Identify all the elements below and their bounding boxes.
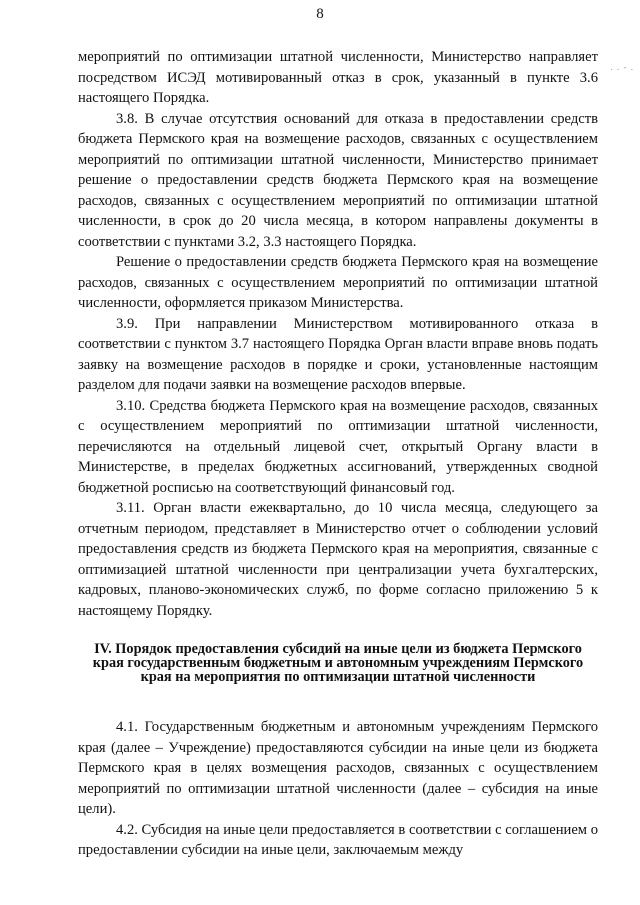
section-heading-iv: IV. Порядок предоставления субсидий на иные цели из бюджета Пермского края государственным бюджетным и автономным учреждениям Пермского края на мероприятия по оптимизации штатной численности — [92, 641, 584, 685]
paragraph-decision: Решение о предоставлении средств бюджета Пермского края на возмещение расходов, связанных с осуществлением мероприятий по оптимизации штатной численности, оформляется приказом Министерства. — [78, 254, 598, 311]
paragraph-3-11: 3.11. Орган власти ежеквартально, до 10 числа месяца, следующего за отчетным периодом, представляет в Министерство отчет о соблюдении условий предоставления средств из бюджета Пермского края на мероприятия, связанные с оптимизацией штатной численности при централизации учета бухгалтерских, кадровых, планово-экономических служб, по форме согласно приложению 5 к настоящему Порядку. — [78, 500, 598, 619]
scan-artifact: . . - . — [610, 62, 634, 72]
paragraph-3-10: 3.10. Средства бюджета Пермского края на возмещение расходов, связанных с осуществлением мероприятий по оптимизации штатной численности, перечисляются на отдельный лицевой счет, открытый Органу власти в Министерстве, в пределах бюджетных ассигнований, утвержденных сводной бюджетной росписью на соответствующий финансовый год. — [78, 397, 598, 496]
document-body — [78, 47, 598, 861]
paragraph-3-9: 3.9. При направлении Министерством мотивированного отказа в соответствии с пунктом 3.7 настоящего Порядка Орган власти вправе вновь подать заявку на возмещение расходов в порядке и сроки, установленные настоящим разделом для подачи заявки на возмещение расходов впервые. — [78, 315, 598, 393]
paragraph-continuation: мероприятий по оптимизации штатной численности, Министерство направляет посредством ИСЭД мотивированный отказ в срок, указанный в пункте 3.6 настоящего Порядка. — [78, 49, 598, 106]
paragraph-3-8: 3.8. В случае отсутствия оснований для отказа в предоставлении средств бюджета Пермского края на возмещение расходов, связанных с осуществлением мероприятий по оптимизации штатной численности, Министерство принимает решение о предоставлении средств бюджета Пермского края на возмещение расходов, связанных с осуществлением мероприятий по оптимизации штатной численности, в срок до 20 числа месяца, в котором направлены документы в соответствии с пунктами 3.2, 3.3 настоящего Порядка. — [78, 110, 598, 250]
section-spacer — [78, 684, 598, 717]
paragraph-4-2: 4.2. Субсидия на иные цели предоставляется в соответствии с соглашением о предоставлении субсидии на иные цели, заключаемым между — [78, 821, 598, 858]
page-number: 8 — [316, 6, 324, 22]
paragraph-4-1: 4.1. Государственным бюджетным и автономным учреждениям Пермского края (далее – Учреждение) предоставляются субсидии на иные цели из бюджета Пермского края в целях возмещения расходов, связанных с осуществлением мероприятий по оптимизации штатной численности (далее – субсидия на иные цели). — [78, 719, 598, 817]
